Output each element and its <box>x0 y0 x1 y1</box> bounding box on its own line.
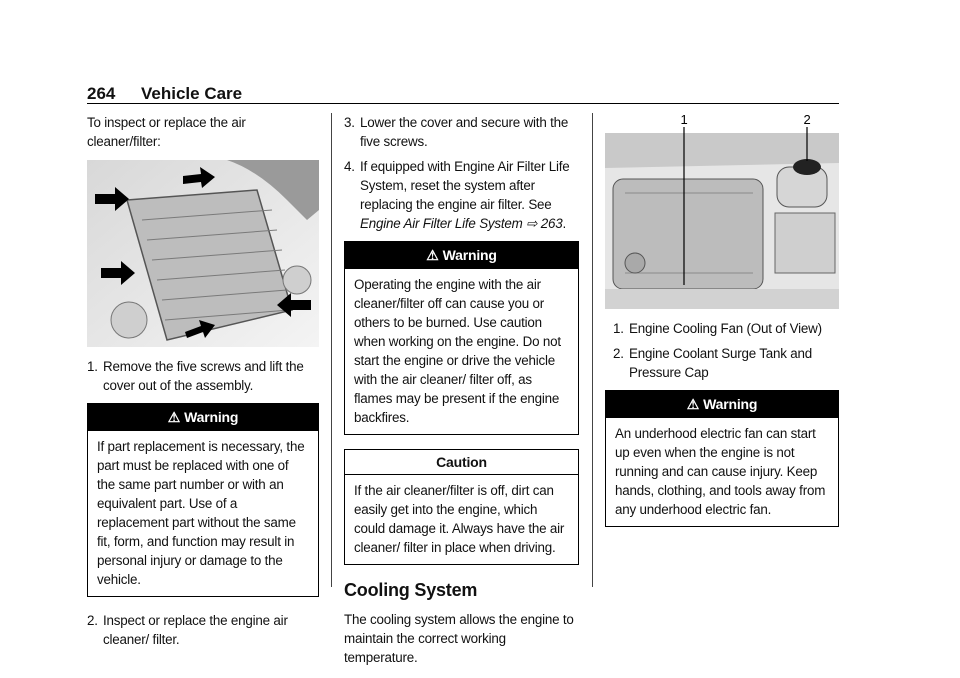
warning-triangle-icon: ⚠ <box>686 396 700 412</box>
cross-reference-link[interactable]: Engine Air Filter Life System <box>360 216 523 231</box>
column-divider-2 <box>592 113 593 587</box>
column-1 <box>87 113 319 655</box>
step-text: Inspect or replace the engine air cleaner/ filter. <box>103 613 288 647</box>
legend-item-2 <box>613 344 839 382</box>
warning-header <box>345 242 578 269</box>
engine-bay-photo <box>605 113 839 309</box>
warning-box <box>344 241 579 435</box>
legend-item-1 <box>613 319 839 338</box>
section-title: Vehicle Care <box>141 84 243 103</box>
warning-header <box>88 404 318 431</box>
step-4 <box>344 157 579 233</box>
header-rule <box>87 103 839 104</box>
step-number: 1. <box>87 359 98 374</box>
step-number: 3. <box>344 115 355 130</box>
intro-text: To inspect or replace the air cleaner/filter: <box>87 115 246 149</box>
page-reference[interactable]: ⇨ 263 <box>526 216 563 231</box>
column-3 <box>605 113 839 541</box>
legend-text: Engine Coolant Surge Tank and Pressure Cap <box>629 346 813 380</box>
caution-text: If the air cleaner/filter is off, dirt can easily get into the engine, which could damage it. Always have the air cleaner/ filter in place when driving. <box>354 483 565 555</box>
step-3 <box>344 113 579 151</box>
warning-title: Warning <box>442 247 497 263</box>
step-1 <box>87 357 319 395</box>
warning-box <box>87 403 319 597</box>
step-number: 4. <box>344 159 355 174</box>
cooling-system-body: The cooling system allows the engine to maintain the correct working temperature. <box>344 612 574 665</box>
warning-triangle-icon: ⚠ <box>426 247 439 263</box>
legend-number: 2. <box>613 346 624 361</box>
callout-1: 1 <box>680 113 688 127</box>
warning-text: Operating the engine with the air cleaner/filter off can cause you or others to be burned. Use caution when working on the engine. Do not start the engine or drive the vehicle with the air cleaner/ filter off, as flames may be present if the engine backfires. <box>354 277 561 425</box>
warning-header <box>606 391 838 418</box>
air-filter-photo <box>87 160 319 347</box>
warning-title: Warning <box>703 396 758 412</box>
warning-box <box>605 390 839 527</box>
cooling-system-heading: Cooling System <box>344 580 478 600</box>
step-text: If equipped with Engine Air Filter Life System, reset the system after replacing the engine air filter. See <box>360 159 570 212</box>
warning-title: Warning <box>184 409 239 425</box>
column-2 <box>344 113 579 667</box>
legend-text: Engine Cooling Fan (Out of View) <box>629 321 822 336</box>
step-2 <box>87 611 319 649</box>
warning-text: An underhood electric fan can start up even when the engine is not running and can cause injury. Keep hands, clothing, and tools away from any underhood electric fan. <box>615 426 826 517</box>
step-text: Lower the cover and secure with the five screws. <box>360 115 569 149</box>
caution-box <box>344 449 579 565</box>
figure-legend <box>613 319 839 382</box>
step-text: Remove the five screws and lift the cover out of the assembly. <box>103 359 304 393</box>
warning-triangle-icon: ⚠ <box>167 409 181 425</box>
legend-number: 1. <box>613 321 624 336</box>
caution-title: Caution <box>345 450 578 475</box>
page-number: 264 <box>87 84 116 103</box>
step-number: 2. <box>87 613 98 628</box>
warning-text: If part replacement is necessary, the part must be replaced with one of the same part number or with an equivalent part. Use of a replacement part without the same fit, form, and function may result in personal injury or damage to the vehicle. <box>97 439 305 587</box>
step-end: . <box>562 216 566 231</box>
column-divider-1 <box>331 113 332 587</box>
callout-2: 2 <box>803 113 811 127</box>
